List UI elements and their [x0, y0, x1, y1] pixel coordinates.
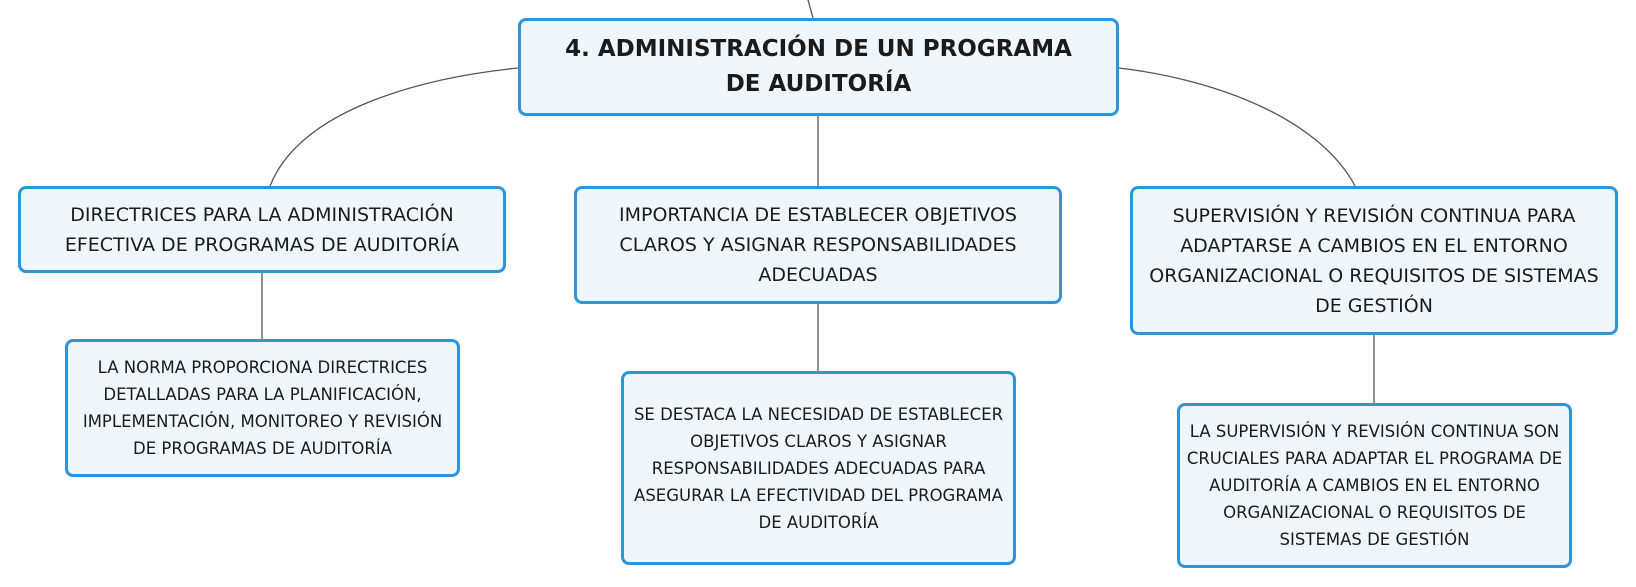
detail-topic-objetivos[interactable] [621, 371, 1016, 565]
branch-topic-label: IMPORTANCIA DE ESTABLECER OBJETIVOS CLAROS Y ASIGNAR RESPONSABILIDADES ADECUADAS [619, 204, 1017, 286]
branch-topic-label: SUPERVISIÓN Y REVISIÓN CONTINUA PARA ADAPTARSE A CAMBIOS EN EL ENTORNO ORGANIZACIONAL O REQUISITOS DE SISTEMAS DE GESTIÓN [1149, 204, 1599, 317]
detail-topic-label: LA NORMA PROPORCIONA DIRECTRICES DETALLADAS PARA LA PLANIFICACIÓN, IMPLEMENTACIÓN, MONITOREO Y REVISIÓN DE PROGRAMAS DE AUDITORÍA [82, 358, 443, 458]
connector-root-to-right [1119, 68, 1355, 186]
branch-topic-label: DIRECTRICES PARA LA ADMINISTRACIÓN EFECTIVA DE PROGRAMAS DE AUDITORÍA [64, 203, 460, 256]
root-topic[interactable] [518, 18, 1119, 116]
detail-topic-supervision[interactable] [1177, 403, 1572, 568]
root-topic-label: 4. ADMINISTRACIÓN DE UN PROGRAMA DE AUDITORÍA [565, 36, 1072, 97]
detail-topic-label: SE DESTACA LA NECESIDAD DE ESTABLECER OBJETIVOS CLAROS Y ASIGNAR RESPONSABILIDADES ADECUADAS PARA ASEGURAR LA EFECTIVIDAD DEL PROGRAMA DE AUDITORÍA [633, 404, 1004, 532]
connector-root-to-left [270, 68, 518, 186]
detail-topic-label: LA SUPERVISIÓN Y REVISIÓN CONTINUA SON CRUCIALES PARA ADAPTAR EL PROGRAMA DE AUDITORÍA A CAMBIOS EN EL ENTORNO ORGANIZACIONAL O REQUISITOS DE SISTEMAS DE GESTIÓN [1186, 422, 1563, 549]
branch-topic-supervision[interactable] [1130, 186, 1618, 335]
connector-parent-to-root [808, 0, 813, 18]
branch-topic-objetivos[interactable] [574, 186, 1062, 304]
detail-topic-directrices[interactable] [65, 339, 460, 477]
branch-topic-directrices[interactable] [18, 186, 506, 273]
